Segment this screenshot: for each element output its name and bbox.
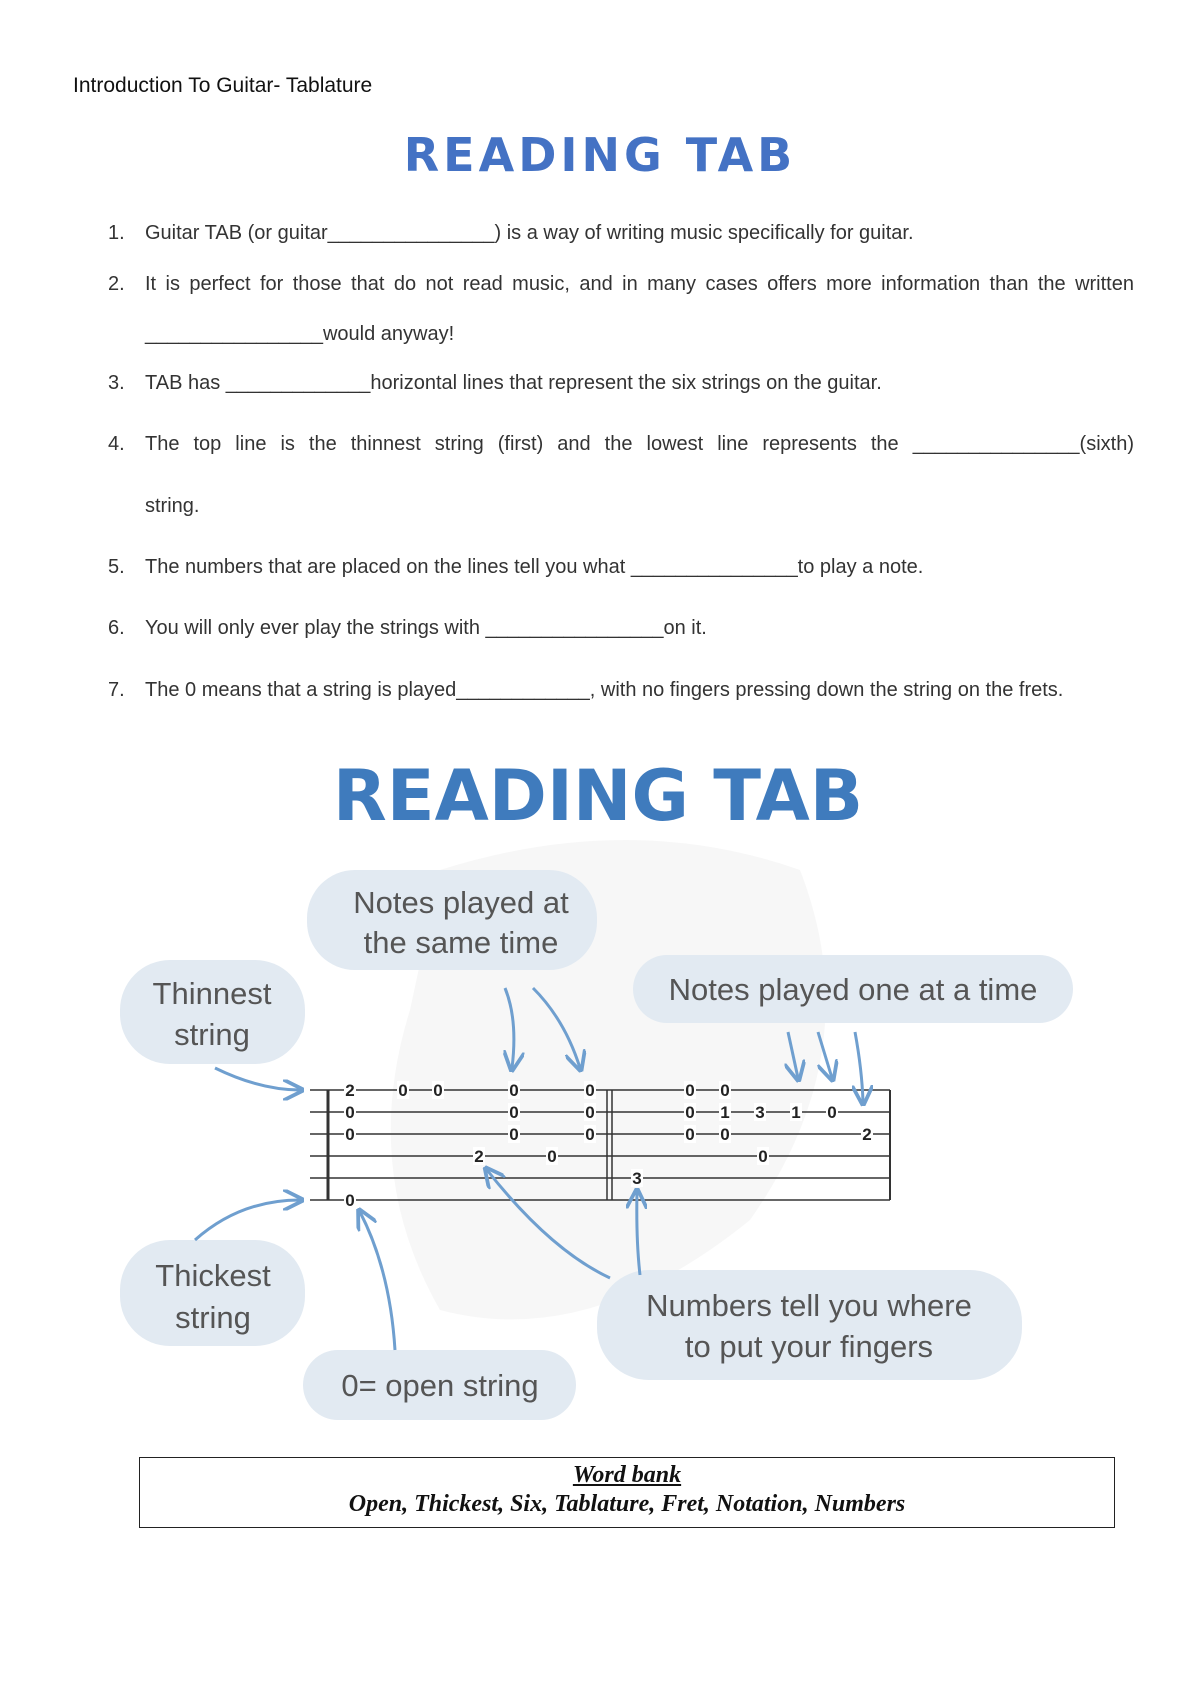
document-header: Introduction To Guitar- Tablature [73, 74, 373, 97]
tab-digit: 0 [585, 1125, 595, 1144]
arrow-thinnest [215, 1068, 300, 1090]
tab-digit: 2 [474, 1147, 484, 1166]
label-same-time-line1: Notes played at [353, 885, 569, 920]
label-thinnest-line2: string [174, 1017, 250, 1052]
arrow-open-string [360, 1212, 395, 1350]
tab-digit: 0 [827, 1103, 837, 1122]
question-text: TAB has _____________horizontal lines that represent the six strings on the guitar. [145, 372, 882, 394]
question-text: The top line is the thinnest string (first) and the lowest line represents the _______________(sixth) [145, 433, 1134, 455]
tab-digit: 2 [862, 1125, 872, 1144]
tab-digit: 0 [720, 1081, 730, 1100]
label-thickest-line2: string [175, 1300, 251, 1335]
page-title: READING TAB [403, 128, 797, 182]
label-numbers-line2: to put your fingers [684, 1329, 934, 1364]
question-text: The 0 means that a string is played____________, with no fingers pressing down the string on the frets. [145, 679, 1064, 701]
reading-tab-infographic [110, 750, 1100, 1430]
tab-digit: 0 [685, 1081, 695, 1100]
tab-digit: 0 [345, 1125, 355, 1144]
question-text: It is perfect for those that do not read music, and in many cases offers more information than the written [145, 273, 1134, 295]
word-bank-title: Word bank [572, 1462, 682, 1488]
word-bank [139, 1457, 1115, 1528]
tab-digit: 0 [433, 1081, 443, 1100]
question-text: The numbers that are placed on the lines tell you what _______________to play a note. [145, 556, 924, 578]
question-text: Guitar TAB (or guitar_______________) is a way of writing music specifically for guitar. [145, 222, 914, 244]
tab-digit: 2 [345, 1081, 355, 1100]
question-text: You will only ever play the strings with ________________on it. [145, 617, 707, 639]
tab-digit: 0 [758, 1147, 768, 1166]
word-bank-words: Open, Thickest, Six, Tablature, Fret, Notation, Numbers [348, 1491, 906, 1517]
arrow-thickest [195, 1200, 300, 1240]
tab-digit: 0 [398, 1081, 408, 1100]
tab-digit: 1 [720, 1103, 730, 1122]
question-number: 2. [108, 273, 125, 295]
tab-digit: 0 [720, 1125, 730, 1144]
question-text-continued: ________________would anyway! [145, 323, 455, 345]
tab-digit: 0 [685, 1103, 695, 1122]
label-numbers-line1: Numbers tell you where [646, 1288, 972, 1323]
tab-digit: 0 [345, 1191, 355, 1210]
tab-digit: 0 [509, 1081, 519, 1100]
label-one-at-time: Notes played one at a time [668, 972, 1038, 1007]
label-same-time-line2: the same time [363, 925, 559, 960]
label-thickest-line1: Thickest [155, 1258, 271, 1293]
tab-digit: 0 [509, 1125, 519, 1144]
tab-digit: 3 [632, 1169, 642, 1188]
tab-digit: 0 [585, 1103, 595, 1122]
question-number: 3. [108, 372, 125, 394]
question-number: 5. [108, 556, 125, 578]
label-open-string: 0= open string [341, 1368, 539, 1403]
question-number: 7. [108, 679, 125, 701]
question-number: 1. [108, 222, 125, 244]
tab-digit: 0 [585, 1081, 595, 1100]
question-number: 4. [108, 433, 125, 455]
tab-digit: 0 [509, 1103, 519, 1122]
arrow-one-at-time-3 [855, 1032, 863, 1102]
question-text-continued: string. [145, 495, 200, 517]
tab-digit: 0 [345, 1103, 355, 1122]
question-number: 6. [108, 617, 125, 639]
tab-digit: 0 [685, 1125, 695, 1144]
infographic-title: READING TAB [332, 755, 864, 837]
tab-digit: 0 [547, 1147, 557, 1166]
tab-digit: 3 [755, 1103, 765, 1122]
label-thinnest-line1: Thinnest [152, 976, 272, 1011]
tab-digit: 1 [791, 1103, 801, 1122]
